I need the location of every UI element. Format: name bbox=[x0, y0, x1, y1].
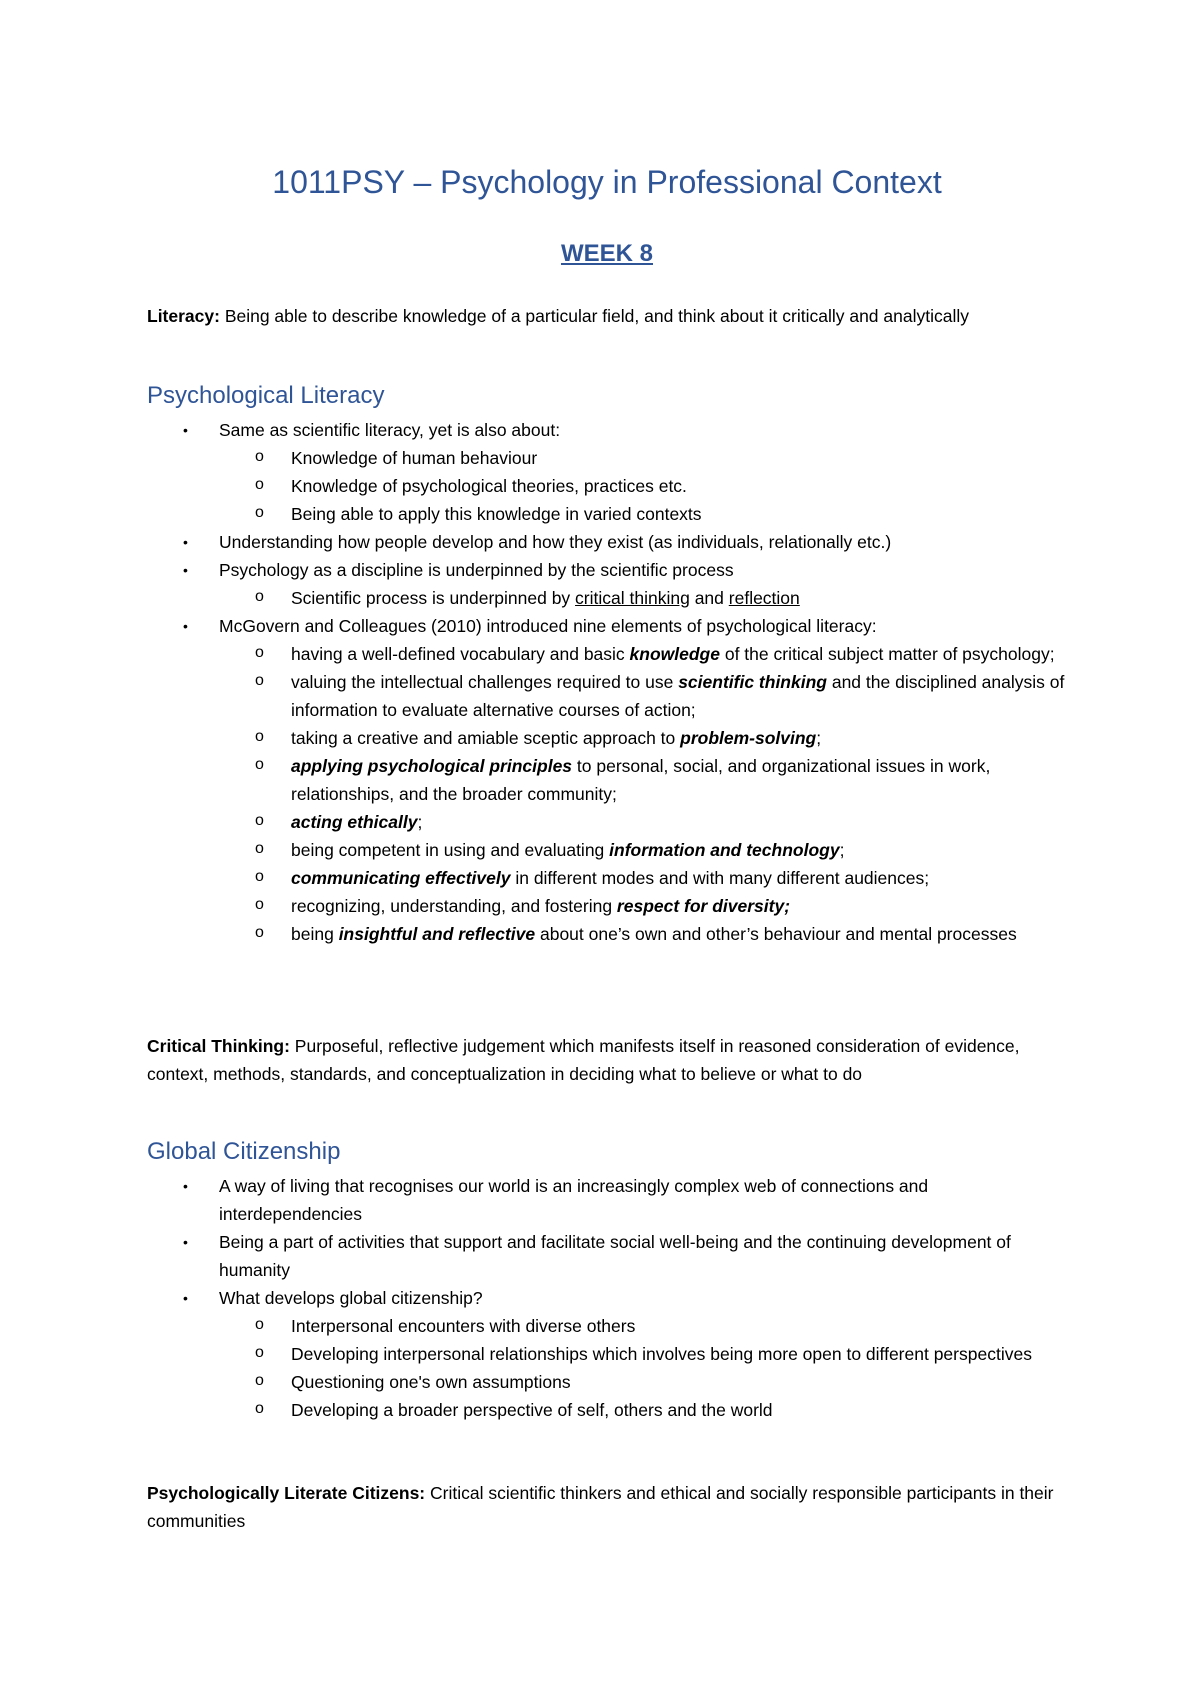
element-item: o being insightful and reflective about one’s own and other’s behaviour and mental processes bbox=[219, 920, 1067, 948]
bullet-icon: • bbox=[183, 534, 188, 550]
circle-bullet-icon: o bbox=[255, 840, 264, 857]
bullet-icon: • bbox=[183, 562, 188, 578]
list-item: • Psychology as a discipline is underpinned by the scientific process o Scientific process is underpinned by critical thinking and reflection bbox=[147, 556, 1067, 612]
circle-bullet-icon: o bbox=[255, 448, 264, 465]
circle-bullet-icon: o bbox=[255, 924, 264, 941]
sub-list-item: o Knowledge of psychological theories, practices etc. bbox=[219, 472, 1067, 500]
circle-bullet-icon: o bbox=[255, 1372, 264, 1389]
citizens-term: Psychologically Literate Citizens: bbox=[147, 1483, 426, 1503]
literacy-text: Being able to describe knowledge of a particular field, and think about it critically and analytically bbox=[219, 306, 969, 326]
list-item: • A way of living that recognises our world is an increasingly complex web of connections and interdependencies bbox=[147, 1172, 1067, 1228]
list-item: • Same as scientific literacy, yet is also about: o Knowledge of human behaviour o Knowledge of psychological theories, practices etc. o Being able to apply this knowledge in varied contexts bbox=[147, 416, 1067, 528]
sub-list-item: o Scientific process is underpinned by critical thinking and reflection bbox=[219, 584, 1067, 612]
sub-list bbox=[219, 584, 1067, 612]
psych-literacy-heading: Psychological Literacy bbox=[147, 382, 385, 409]
sub-list bbox=[219, 1312, 1067, 1424]
elements-list bbox=[219, 640, 1067, 948]
bullet-icon: • bbox=[183, 1290, 188, 1306]
psych-literacy-list bbox=[147, 416, 1067, 948]
list-item: • McGovern and Colleagues (2010) introduced nine elements of psychological literacy: o having a well-defined vocabulary and basic knowledge of the critical subject matter of psychology; o valuing the intellectual challenges required to use scientific thinking and the disciplined analysis of information to evaluate alternative courses of action; o taking a creative and amiable sceptic approach to problem-solving; o applying psychological principles to personal, social, and organizational issues in work, relationships, and the broader community; o acting ethically; o being competent in using and evaluating information and technology; o communicating effectively in different modes and with many different audiences; o recognizing, understanding, and fostering respect for diversity; o being insightful and reflective about one’s own and other’s behaviour and mental processes bbox=[147, 612, 1067, 948]
list-item: • Being a part of activities that support and facilitate social well-being and the continuing development of humanity bbox=[147, 1228, 1067, 1284]
bullet-icon: • bbox=[183, 618, 188, 634]
citizens-definition bbox=[147, 1479, 1067, 1535]
bullet-icon: • bbox=[183, 422, 188, 438]
global-citizenship-list bbox=[147, 1172, 1067, 1424]
citizens-text: Critical scientific thinkers and ethical and socially responsible participants in their communities bbox=[147, 1483, 1054, 1531]
circle-bullet-icon: o bbox=[255, 896, 264, 913]
critical-thinking-definition bbox=[147, 1032, 1067, 1088]
element-item: o being competent in using and evaluating information and technology; bbox=[219, 836, 1067, 864]
sub-list-item: o Interpersonal encounters with diverse others bbox=[219, 1312, 1067, 1340]
bullet-icon: • bbox=[183, 1178, 188, 1194]
reflection-link: reflection bbox=[728, 588, 800, 608]
critical-thinking-link: critical thinking bbox=[575, 588, 690, 608]
circle-bullet-icon: o bbox=[255, 644, 264, 661]
circle-bullet-icon: o bbox=[255, 504, 264, 521]
critical-thinking-text: Purposeful, reflective judgement which manifests itself in reasoned consideration of evidence, context, methods, standards, and conceptualization in deciding what to believe or what to do bbox=[147, 1036, 1020, 1084]
week-heading: WEEK 8 bbox=[560, 240, 653, 267]
sub-list-item: o Being able to apply this knowledge in varied contexts bbox=[219, 500, 1067, 528]
element-item: o valuing the intellectual challenges required to use scientific thinking and the disciplined analysis of information to evaluate alternative courses of action; bbox=[219, 668, 1067, 724]
circle-bullet-icon: o bbox=[255, 1316, 264, 1333]
sub-list-item: o Knowledge of human behaviour bbox=[219, 444, 1067, 472]
circle-bullet-icon: o bbox=[255, 868, 264, 885]
sub-list bbox=[219, 444, 1067, 528]
circle-bullet-icon: o bbox=[255, 1344, 264, 1361]
bullet-icon: • bbox=[183, 1234, 188, 1250]
literacy-definition bbox=[147, 302, 1067, 330]
sub-list-item: o Developing interpersonal relationships which involves being more open to different perspectives bbox=[219, 1340, 1067, 1368]
circle-bullet-icon: o bbox=[255, 1400, 264, 1417]
critical-thinking-term: Critical Thinking: bbox=[147, 1036, 290, 1056]
element-item: o taking a creative and amiable sceptic approach to problem-solving; bbox=[219, 724, 1067, 752]
literacy-term: Literacy: bbox=[147, 306, 220, 326]
sub-list-item: o Developing a broader perspective of self, others and the world bbox=[219, 1396, 1067, 1424]
circle-bullet-icon: o bbox=[255, 672, 264, 689]
element-item: o communicating effectively in different modes and with many different audiences; bbox=[219, 864, 1067, 892]
circle-bullet-icon: o bbox=[255, 756, 264, 773]
element-item: o acting ethically; bbox=[219, 808, 1067, 836]
global-citizenship-heading: Global Citizenship bbox=[147, 1138, 341, 1165]
circle-bullet-icon: o bbox=[255, 588, 264, 605]
element-item: o having a well-defined vocabulary and basic knowledge of the critical subject matter of psychology; bbox=[219, 640, 1067, 668]
document-title: 1011PSY – Psychology in Professional Context bbox=[272, 164, 942, 200]
circle-bullet-icon: o bbox=[255, 476, 264, 493]
circle-bullet-icon: o bbox=[255, 728, 264, 745]
sub-list-item: o Questioning one's own assumptions bbox=[219, 1368, 1067, 1396]
list-item: • Understanding how people develop and how they exist (as individuals, relationally etc.) bbox=[147, 528, 1067, 556]
list-item: • What develops global citizenship? o Interpersonal encounters with diverse others o Developing interpersonal relationships which involves being more open to different perspectives o Questioning one's own assumptions o Developing a broader perspective of self, others and the world bbox=[147, 1284, 1067, 1424]
element-item: o recognizing, understanding, and fostering respect for diversity; bbox=[219, 892, 1067, 920]
circle-bullet-icon: o bbox=[255, 812, 264, 829]
element-item: o applying psychological principles to personal, social, and organizational issues in work, relationships, and the broader community; bbox=[219, 752, 1067, 808]
